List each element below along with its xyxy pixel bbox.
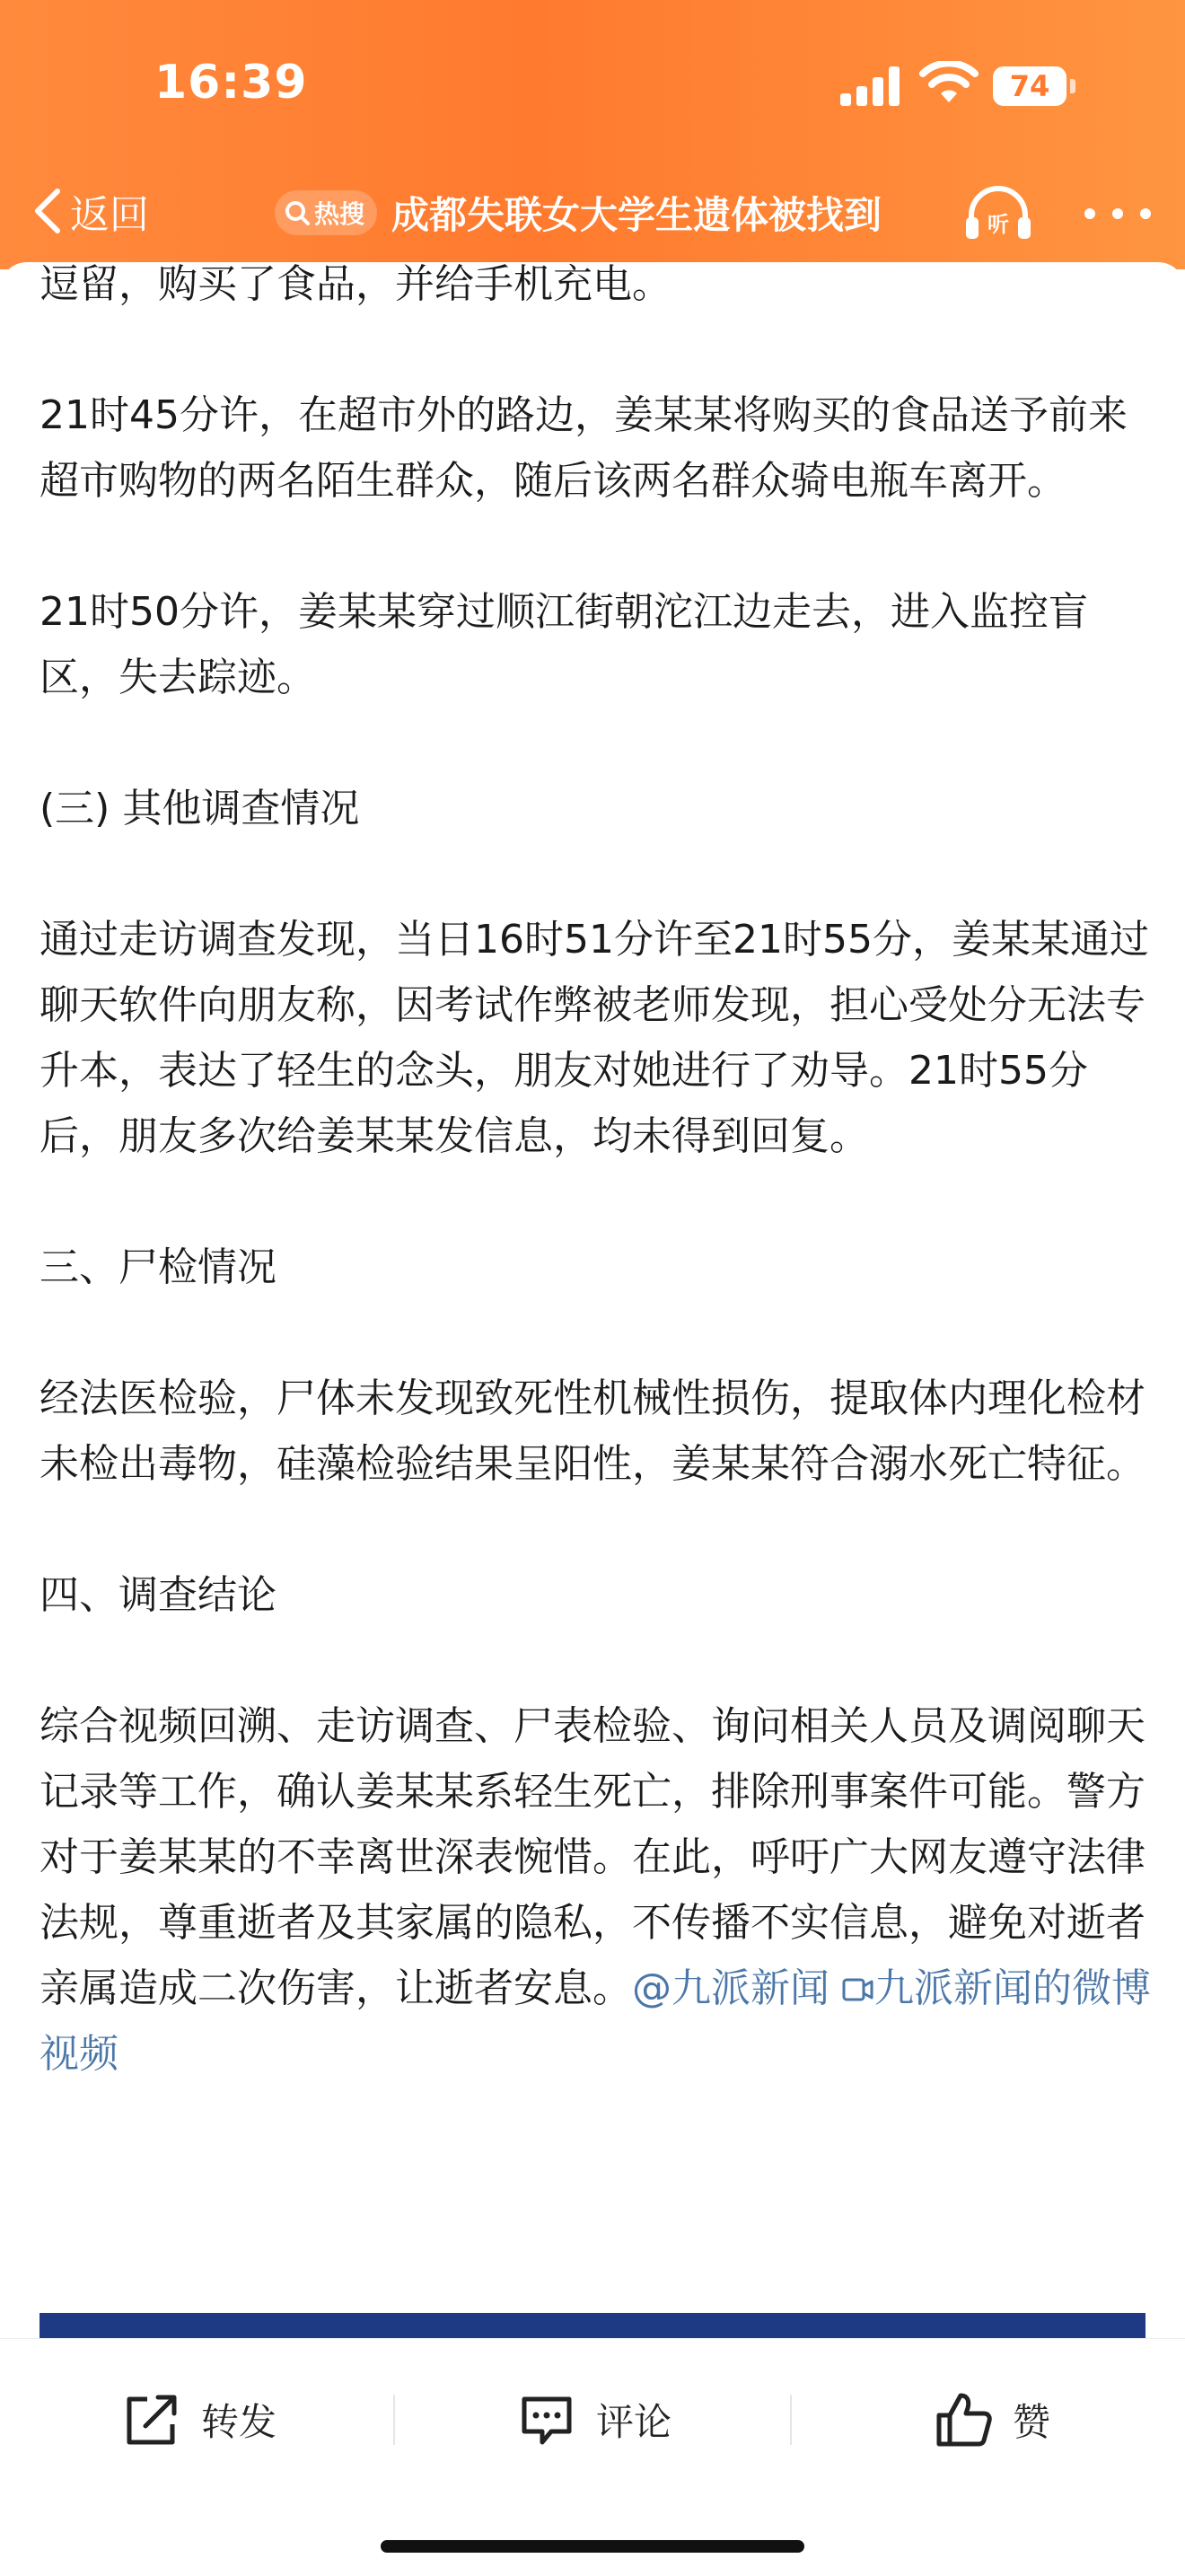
forward-button[interactable] (122, 2377, 276, 2463)
status-bar (0, 0, 1185, 171)
bottom-action-bar (0, 2338, 1185, 2576)
like-button[interactable] (934, 2377, 1050, 2463)
like-label: 赞 (1013, 2400, 1051, 2444)
battery-indicator: 74 (993, 66, 1066, 106)
section-heading: 四、调查结论 (40, 1572, 276, 1618)
cellular-signal-icon (840, 66, 901, 106)
article-paragraph: 通过走访调查发现，当日16时51分许至21时55分，姜某某通过聊天软件向朋友称，因考试作弊被老师发现，担心受处分无法专升本，表达了轻生的念头，朋友对她进行了劝导。21时55分后，朋友多次给姜某某发信息，均未得到回复。 (40, 917, 1149, 1159)
comment-button[interactable] (517, 2377, 672, 2463)
article-paragraph: 21时45分许，在超市外的路边，姜某某将购买的食品送予前来超市购物的两名陌生群众，随后该两名群众骑电瓶车离开。 (40, 392, 1128, 504)
mention-link[interactable]: @九派新闻 (632, 1965, 830, 2011)
top-header (0, 0, 1185, 269)
headphones-icon[interactable] (962, 181, 1034, 244)
more-button[interactable] (1084, 196, 1151, 232)
article-paragraph: 经法医检验，尸体未发现致死性机械性损伤，提取体内理化检材未检出毒物，硅藻检验结果呈阳性，姜某某符合溺水死亡特征。 (40, 1376, 1146, 1487)
nav-bar (0, 171, 1185, 269)
section-heading: (三) 其他调查情况 (40, 786, 360, 831)
home-indicator[interactable] (381, 2540, 804, 2553)
section-heading: 三、尸检情况 (40, 1244, 276, 1290)
hot-search-title[interactable] (275, 181, 882, 244)
chevron-left-icon (31, 186, 63, 236)
video-link-label: 九派新闻的微博视频 (40, 1965, 1151, 2077)
more-dot (1140, 208, 1151, 219)
more-dot (1084, 208, 1095, 219)
comment-label: 评论 (596, 2400, 672, 2444)
status-time: 16:39 (154, 56, 308, 110)
article-paragraph: 逗留，购买了食品，并给手机充电。 (40, 262, 672, 307)
back-button[interactable] (31, 180, 149, 242)
thumbs-up-icon (934, 2390, 993, 2449)
wifi-icon (919, 61, 979, 106)
action-divider (790, 2395, 792, 2445)
article-content (40, 262, 1153, 2152)
svg-text:听: 听 (988, 212, 1009, 237)
back-label: 返回 (70, 192, 149, 238)
share-icon (122, 2390, 181, 2449)
article-paragraph: 21时50分许，姜某某穿过顺江街朝沱江边走去，进入监控盲区，失去踪迹。 (40, 589, 1088, 700)
hot-search-badge (275, 190, 377, 235)
article-final-paragraph (40, 1693, 1153, 2087)
article-sheet (0, 262, 1185, 2327)
search-icon (284, 199, 311, 226)
comment-icon (517, 2390, 576, 2449)
page-title: 成都失联女大学生遗体被找到 (391, 193, 882, 237)
action-divider (393, 2395, 395, 2445)
final-paragraph-text: 综合视频回溯、走访调查、尸表检验、询问相关人员及调阅聊天记录等工作，确认姜某某系轻生死亡，排除刑事案件可能。警方对于姜某某的不幸离世深表惋惜。在此，呼吁广大网友遵守法律法规，尊重逝者及其家属的隐私，不传播不实信息，避免对逝者亲属造成二次伤害，让逝者安息。 (40, 1703, 1146, 2011)
more-dot (1112, 208, 1123, 219)
battery-tip (1070, 79, 1075, 93)
hot-badge-label: 热搜 (314, 199, 365, 229)
forward-label: 转发 (201, 2400, 277, 2444)
video-icon (842, 1976, 874, 2003)
